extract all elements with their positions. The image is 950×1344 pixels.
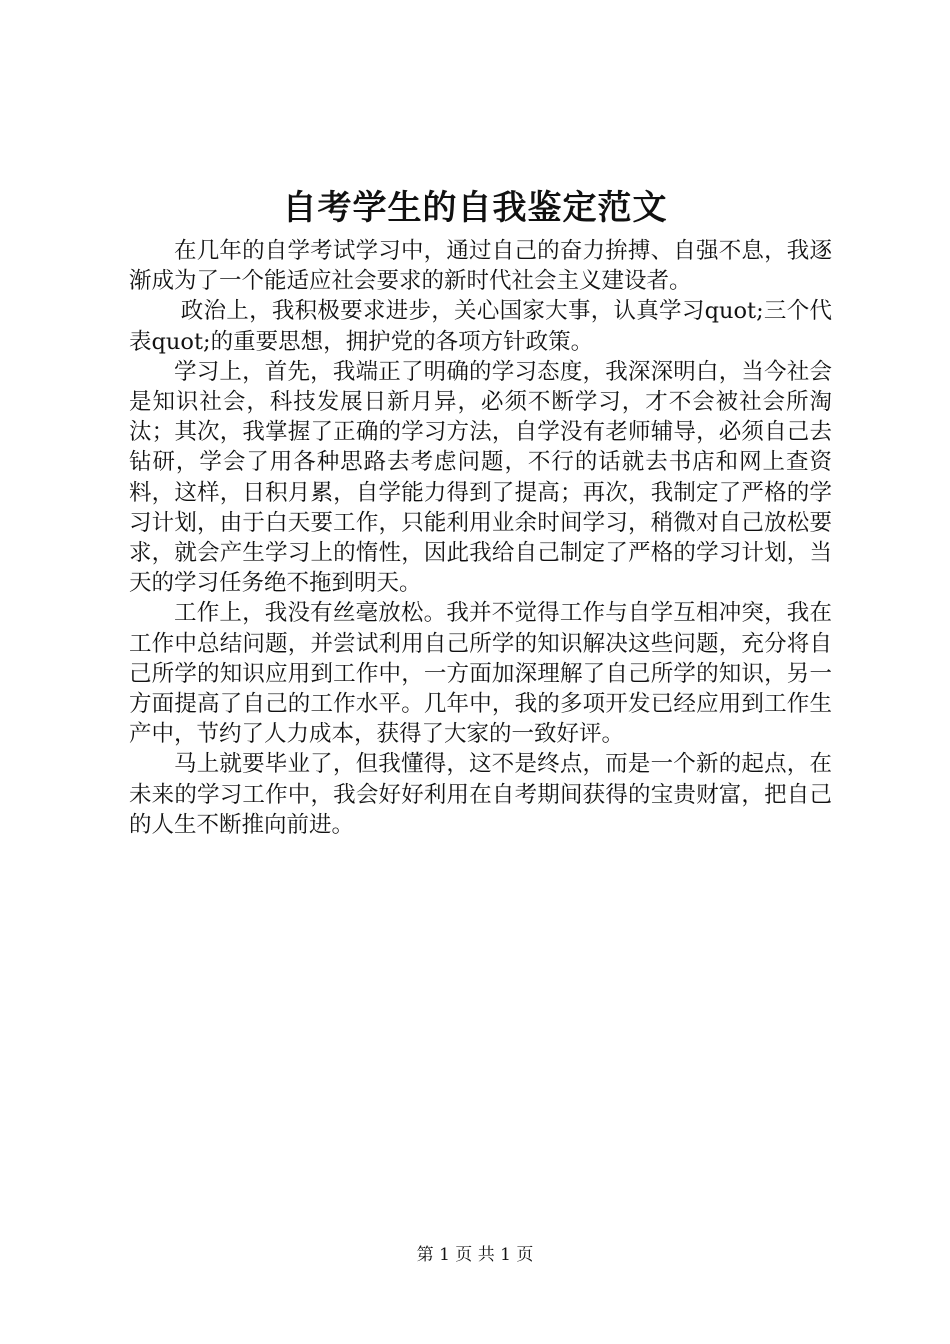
paragraph-work: 工作上，我没有丝毫放松。我并不觉得工作与自学互相冲突，我在工作中总结问题，并尝试利用自己所学的知识解决这些问题，充分将自己所学的知识应用到工作中，一方面加深理解了自己所学的知识，另一方面提高了自己的工作水平。几年中，我的多项开发已经应用到工作生产中，节约了人力成本，获得了大家的一致好评。 [129,600,832,748]
page-footer: 第 1 页 共 1 页 [416,1245,534,1265]
paragraph-conclusion: 马上就要毕业了，但我懂得，这不是终点，而是一个新的起点，在未来的学习工作中，我会好好利用在自考期间获得的宝贵财富，把自己的人生不断推向前进。 [129,751,832,838]
paragraph-study: 学习上，首先，我端正了明确的学习态度，我深深明白，当今社会是知识社会，科技发展日新月异，必须不断学习，才不会被社会所淘汰；其次，我掌握了正确的学习方法，自学没有老师辅导，必须自己去钻研，学会了用各种思路去考虑问题，不行的话就去书店和网上查资料，这样，日积月累，自学能力得到了提高；再次，我制定了严格的学习计划，由于白天要工作，只能利用业余时间学习，稍微对自己放松要求，就会产生学习上的惰性，因此我给自己制定了严格的学习计划，当天的学习任务绝不拖到明天。 [129,358,832,597]
document-title: 自考学生的自我鉴定范文 [282,188,668,228]
paragraph-intro: 在几年的自学考试学习中，通过自己的奋力拚搏、自强不息，我逐渐成为了一个能适应社会要求的新时代社会主义建设者。 [129,238,832,295]
paragraph-politics: 政治上，我积极要求进步，关心国家大事，认真学习quot;三个代表quot;的重要思想，拥护党的各项方针政策。 [129,298,832,355]
document-body [129,236,832,840]
